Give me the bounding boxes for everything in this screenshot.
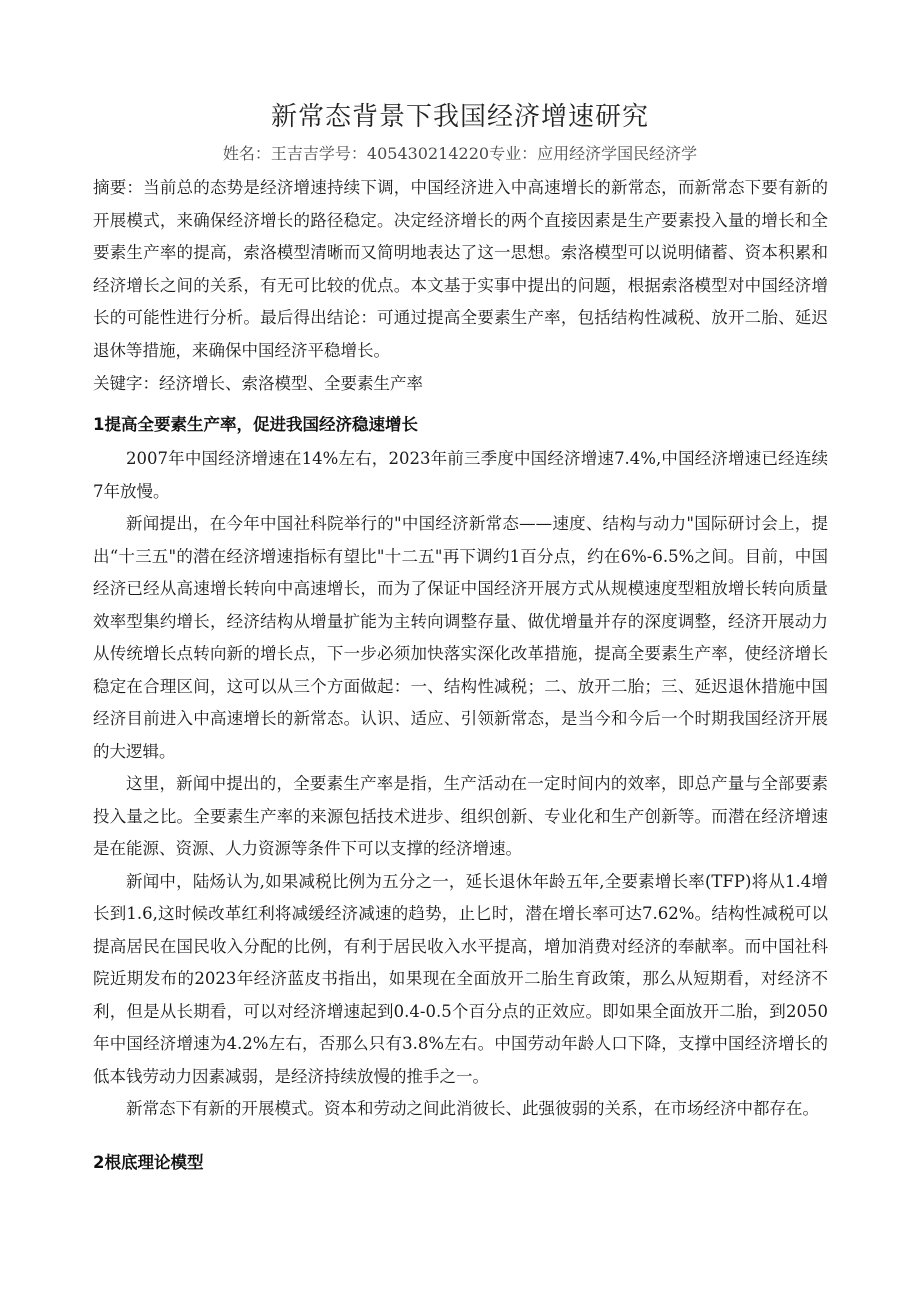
keywords-block — [93, 368, 828, 401]
abstract-label: 摘要： — [93, 178, 144, 197]
paragraph: 新闻中，陆炀认为,如果减税比例为五分之一，延长退休年龄五年,全要素增长率(TFP)将从1.4增长到1.6,这时候改革红利将减缓经济减速的趋势，止匕时，潜在增长率可达7.62%。结构性减税可以提高居民在国民收入分配的比例，有利于居民收入水平提高，增加消费对经济的奉献率。而中国社科院近期发布的2023年经济蓝皮书指出，如果现在全面放开二胎生育政策，那么从短期看，对经济不利，但是从长期看，可以对经济增速起到0.4-0.5个百分点的正效应。即如果全面放开二胎，到2050年中国经济增速为4.2%左右，否那么只有3.8%左右。中国劳动年龄人口下降，支撑中国经济增长的低本钱劳动力因素减弱，是经济持续放慢的推手之一。 — [93, 871, 828, 1086]
abstract-text: 当前总的态势是经济增速持续下调，中国经济进入中高速增长的新常态，而新常态下要有新的开展模式，来确保经济增长的路径稳定。决定经济增长的两个直接因素是生产要素投入量的增长和全要素生产率的提高，索洛模型清晰而又简明地表达了这一思想。索洛模型可以说明储蓄、资本积累和经济增长之间的关系，有无可比较的优点。本文基于实事中提出的问题，根据索洛模型对中国经济增长的可能性进行分析。最后得出结论：可通过提高全要素生产率，包括结构性减税、放开二胎、延迟退休等措施，来确保中国经济平稳增长。 — [93, 178, 829, 360]
section-2-heading: 2根底理论模型 — [93, 1153, 204, 1172]
section-1-body — [93, 443, 828, 1126]
document-title: 新常态背景下我国经济增速研究 — [270, 102, 649, 132]
section-1-heading: 1提高全要素生产率，促进我国经济稳速增长 — [93, 415, 418, 434]
keywords-label: 关键字： — [93, 374, 159, 393]
paragraph: 2007年中国经济增速在14%左右，2023年前三季度中国经济增速7.4%,中国经济增速已经连续7年放慢。 — [93, 449, 828, 501]
abstract-block — [93, 172, 828, 367]
keywords-text: 经济增长、索洛模型、全要素生产率 — [159, 374, 423, 393]
paragraph: 新闻提出，在今年中国社科院举行的"中国经济新常态——速度、结构与动力"国际研讨会上，提出“十三五"的潜在经济增速指标有望比"十二五"再下调约1百分点，约在6%-6.5%之间。目前，中国经济已经从高速增长转向中高速增长，而为了保证中国经济开展方式从规模速度型粗放增长转向质量效率型集约增长，经济结构从增量扩能为主转向调整存量、做优增量并存的深度调整，经济开展动力从传统增长点转向新的增长点，下一步必须加快落实深化改革措施，提高全要素生产率，使经济增长稳定在合理区间，这可以从三个方面做起：一、结构性减税；二、放开二胎；三、延迟退休措施中国经济目前进入中高速增长的新常态。认识、适应、引领新常态，是当今和今后一个时期我国经济开展的大逻辑。 — [93, 514, 828, 761]
paragraph: 这里，新闻中提出的，全要素生产率是指，生产活动在一定时间内的效率，即总产量与全部要素投入量之比。全要素生产率的来源包括技术进步、组织创新、专业化和生产创新等。而潜在经济增速是在能源、资源、人力资源等条件下可以支撑的经济增速。 — [93, 774, 828, 858]
author-info-line: 姓名：王吉吉学号：405430214220专业：应用经济学国民经济学 — [222, 144, 698, 163]
paragraph: 新常态下有新的开展模式。资本和劳动之间此消彼长、此强彼弱的关系，在市场经济中都存在。 — [126, 1099, 819, 1118]
